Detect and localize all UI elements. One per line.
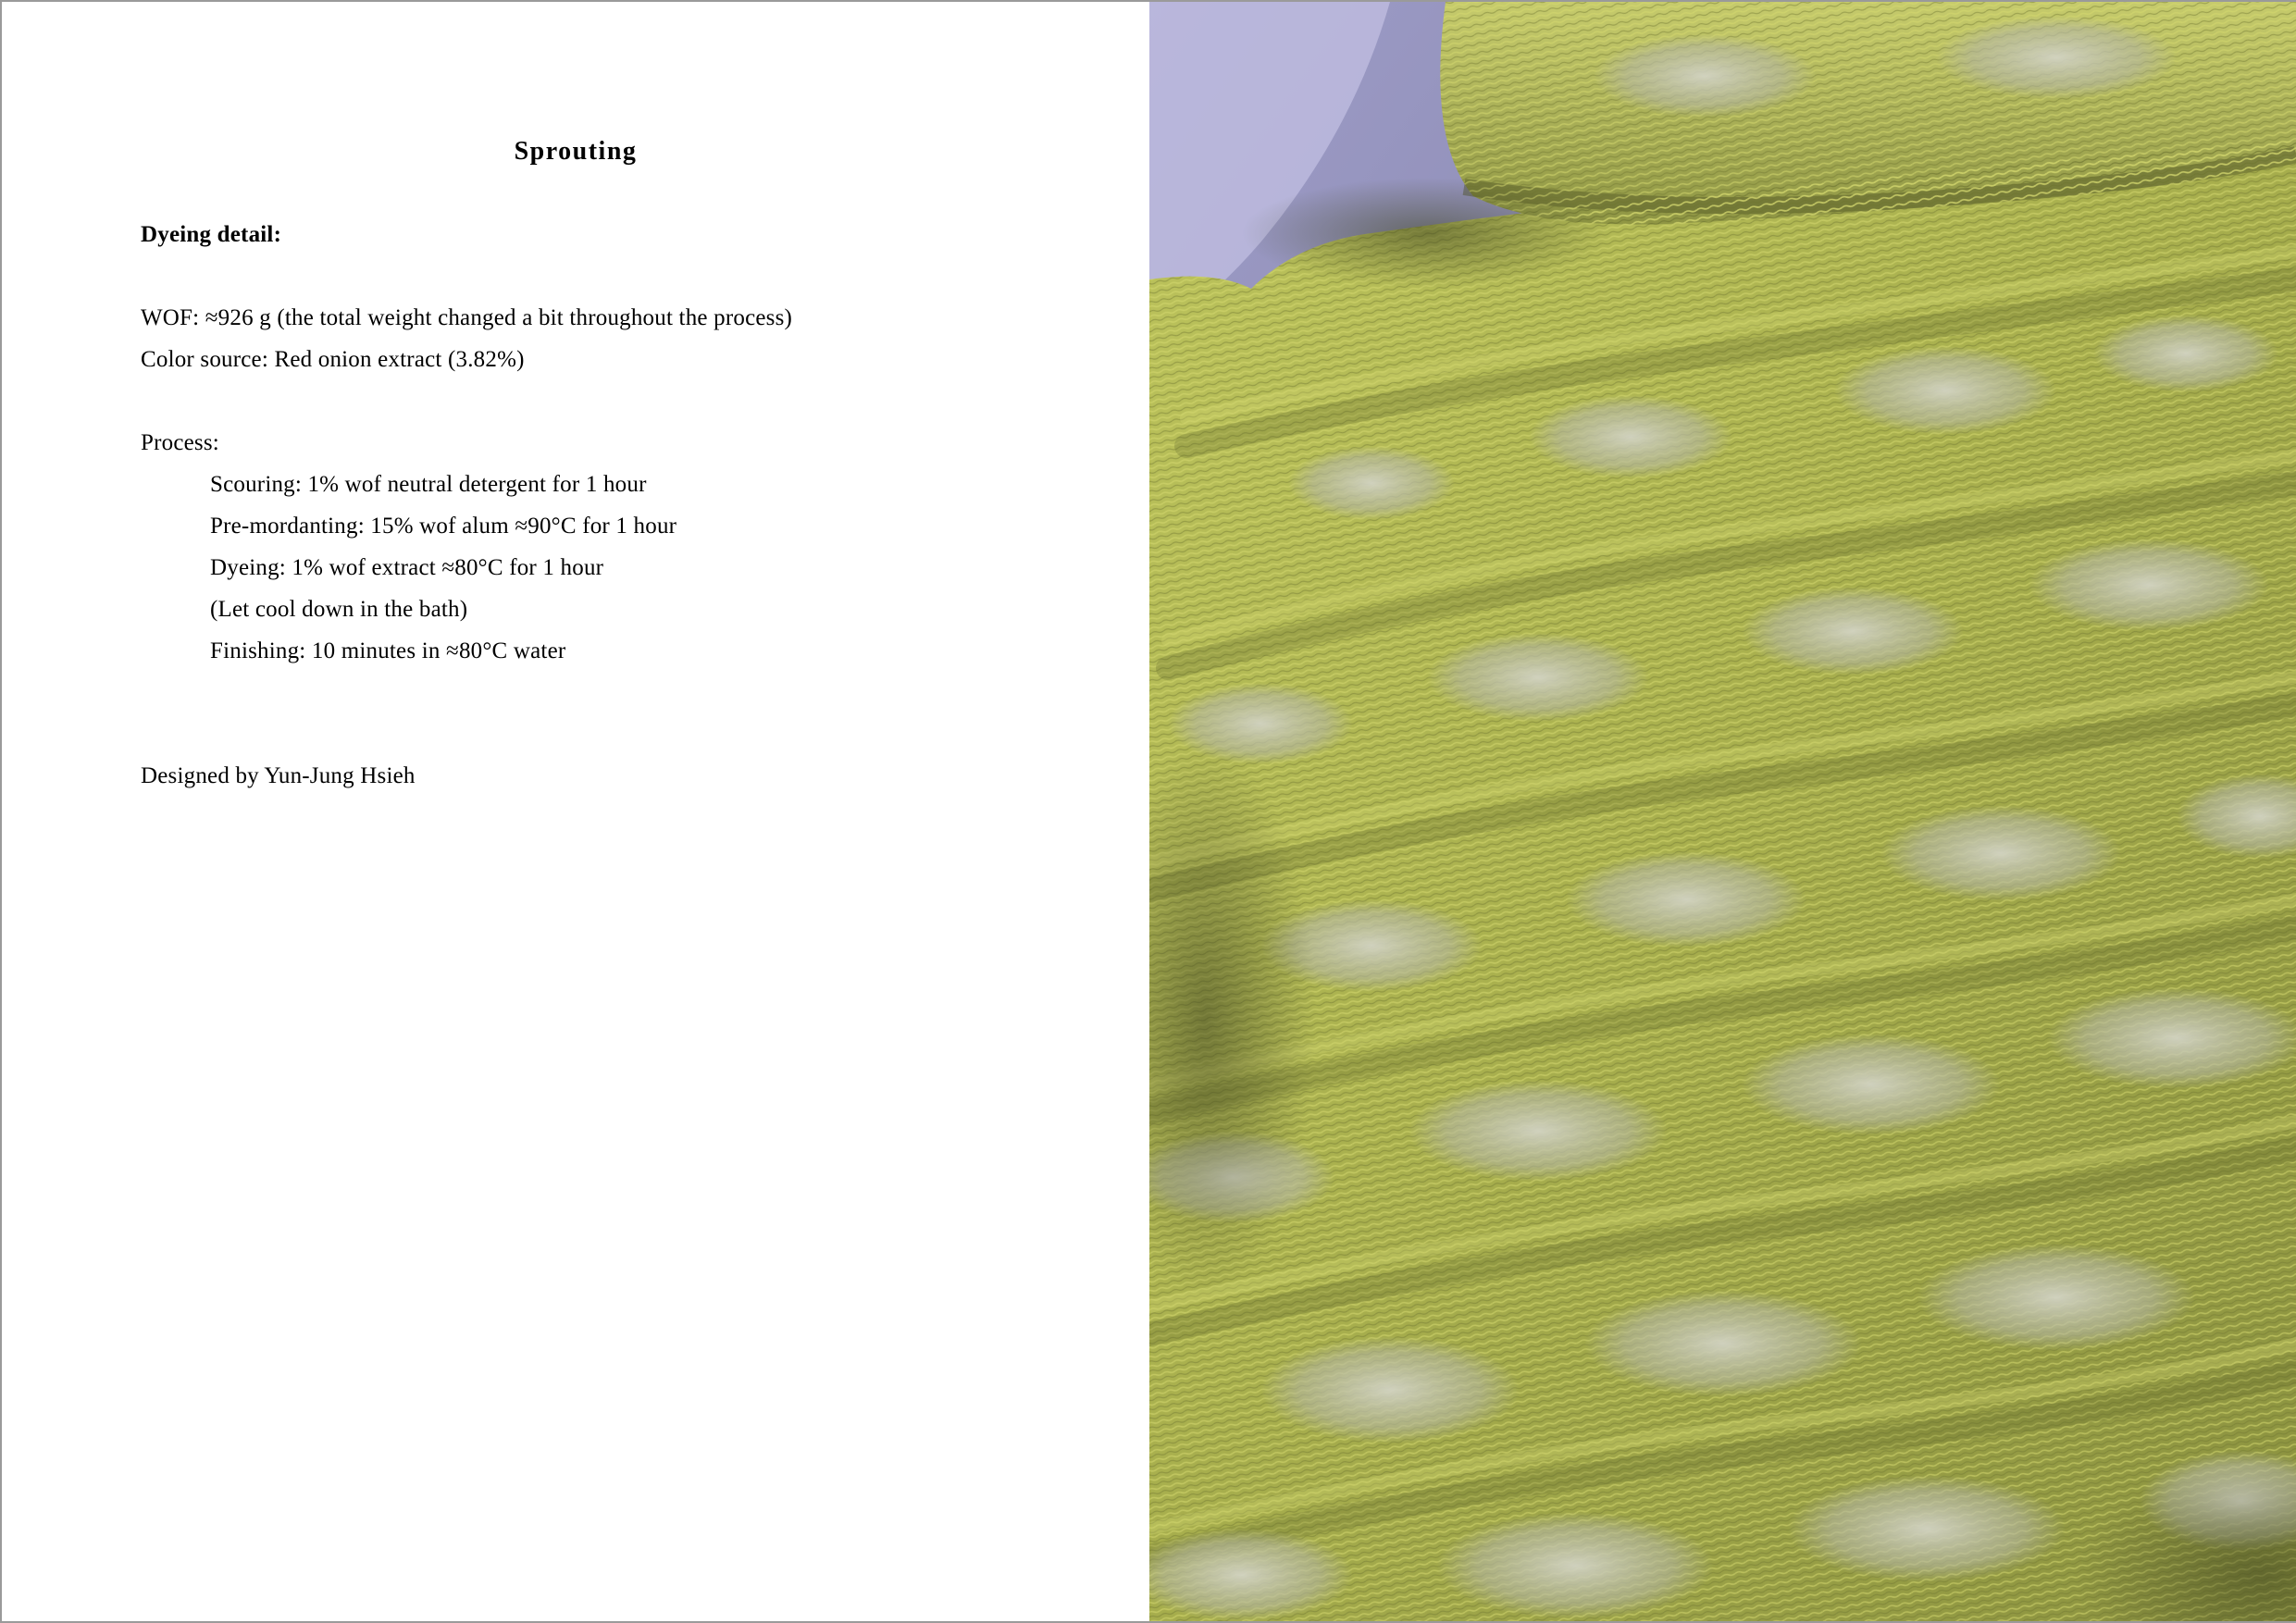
process-label: Process: (141, 430, 219, 455)
text-page (2, 2, 1149, 1621)
page-title: Sprouting (514, 137, 638, 166)
designer-credit: Designed by Yun-Jung Hsieh (141, 763, 416, 788)
wof-line: WOF: ≈926 g (the total weight changed a bit throughout the process) (141, 305, 793, 330)
color-source-line: Color source: Red onion extract (3.82%) (141, 347, 525, 372)
process-step: Dyeing: 1% wof extract ≈80°C for 1 hour (210, 555, 604, 580)
woven-textile-image (1149, 2, 2296, 1621)
process-step: Finishing: 10 minutes in ≈80°C water (210, 638, 566, 663)
dyeing-detail-heading: Dyeing detail: (141, 222, 282, 247)
process-step: Pre-mordanting: 15% wof alum ≈90°C for 1 hour (210, 514, 677, 539)
process-step: Scouring: 1% wof neutral detergent for 1 hour (210, 472, 647, 497)
process-step: (Let cool down in the bath) (210, 597, 468, 622)
textile-photo (1149, 2, 2296, 1621)
